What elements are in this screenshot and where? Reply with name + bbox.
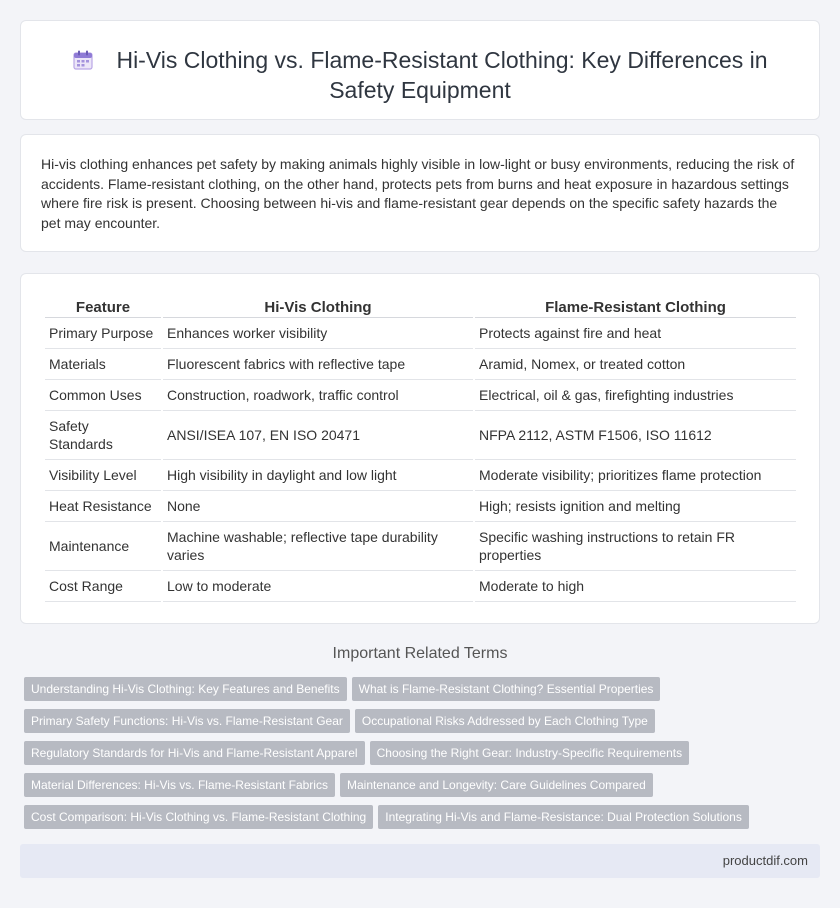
- table-cell-hi-vis: Fluorescent fabrics with reflective tape: [163, 349, 473, 380]
- tag-row: [24, 709, 824, 741]
- header-card: [20, 20, 820, 120]
- page-title: [61, 45, 779, 105]
- page-title-text: Hi-Vis Clothing vs. Flame-Resistant Clothing: Key Differences in Safety Equipment: [116, 47, 768, 103]
- tag-row: [24, 741, 824, 773]
- related-term-tag[interactable]: Understanding Hi-Vis Clothing: Key Features and Benefits: [24, 677, 347, 701]
- calendar-icon: [72, 49, 94, 71]
- table-row: [45, 349, 796, 380]
- intro-paragraph: Hi-vis clothing enhances pet safety by making animals highly visible in low-light or busy environments, reducing the risk of accidents. Flame-resistant clothing, on the other hand, protects pets from burns and heat exposure in hazardous settings where fire risk is present. Choosing between hi-vis and flame-resistant gear depends on the specific safety hazards the pet may encounter.: [41, 156, 795, 231]
- table-cell-hi-vis: High visibility in daylight and low light: [163, 460, 473, 491]
- related-term-tag[interactable]: Maintenance and Longevity: Care Guidelines Compared: [340, 773, 653, 797]
- table-cell-flame-resistant: Aramid, Nomex, or treated cotton: [475, 349, 796, 380]
- footer-site-link[interactable]: productdif.com: [722, 853, 808, 868]
- related-terms-list: [24, 677, 824, 837]
- column-header-hi-vis: Hi-Vis Clothing: [163, 296, 473, 318]
- tag-row: [24, 677, 824, 709]
- table-cell-flame-resistant: NFPA 2112, ASTM F1506, ISO 11612: [475, 411, 796, 460]
- related-term-tag[interactable]: Integrating Hi-Vis and Flame-Resistance: Dual Protection Solutions: [378, 805, 749, 829]
- table-cell-flame-resistant: High; resists ignition and melting: [475, 491, 796, 522]
- table-cell-feature: Materials: [45, 349, 161, 380]
- table-row: [45, 380, 796, 411]
- related-term-tag[interactable]: What is Flame-Resistant Clothing? Essential Properties: [352, 677, 661, 701]
- related-term-tag[interactable]: Primary Safety Functions: Hi-Vis vs. Flame-Resistant Gear: [24, 709, 350, 733]
- table-cell-flame-resistant: Specific washing instructions to retain FR properties: [475, 522, 796, 571]
- table-cell-feature: Heat Resistance: [45, 491, 161, 522]
- table-cell-flame-resistant: Moderate to high: [475, 571, 796, 602]
- table-cell-hi-vis: Low to moderate: [163, 571, 473, 602]
- table-cell-feature: Cost Range: [45, 571, 161, 602]
- table-row: [45, 522, 796, 571]
- related-term-tag[interactable]: Choosing the Right Gear: Industry-Specific Requirements: [370, 741, 689, 765]
- related-term-tag[interactable]: Regulatory Standards for Hi-Vis and Flame-Resistant Apparel: [24, 741, 365, 765]
- intro-card: [20, 134, 820, 252]
- related-term-tag[interactable]: Cost Comparison: Hi-Vis Clothing vs. Flame-Resistant Clothing: [24, 805, 373, 829]
- table-cell-hi-vis: ANSI/ISEA 107, EN ISO 20471: [163, 411, 473, 460]
- table-cell-flame-resistant: Moderate visibility; prioritizes flame protection: [475, 460, 796, 491]
- comparison-table-card: [20, 273, 820, 624]
- table-row: [45, 460, 796, 491]
- table-cell-feature: Primary Purpose: [45, 318, 161, 349]
- table-cell-hi-vis: Machine washable; reflective tape durability varies: [163, 522, 473, 571]
- table-cell-feature: Common Uses: [45, 380, 161, 411]
- comparison-table: [43, 296, 798, 602]
- tag-row: [24, 773, 824, 805]
- column-header-feature: Feature: [45, 296, 161, 318]
- table-row: [45, 571, 796, 602]
- table-cell-hi-vis: None: [163, 491, 473, 522]
- table-cell-hi-vis: Enhances worker visibility: [163, 318, 473, 349]
- table-cell-feature: Visibility Level: [45, 460, 161, 491]
- related-terms-heading: Important Related Terms: [332, 645, 508, 662]
- table-cell-feature: Safety Standards: [45, 411, 161, 460]
- column-header-flame-resistant: Flame-Resistant Clothing: [475, 296, 796, 318]
- table-cell-flame-resistant: Electrical, oil & gas, firefighting industries: [475, 380, 796, 411]
- table-row: [45, 491, 796, 522]
- table-cell-flame-resistant: Protects against fire and heat: [475, 318, 796, 349]
- footer: [20, 844, 820, 878]
- table-row: [45, 411, 796, 460]
- table-row: [45, 318, 796, 349]
- table-cell-feature: Maintenance: [45, 522, 161, 571]
- tag-row: [24, 805, 824, 837]
- title-wrap: [61, 45, 779, 105]
- related-term-tag[interactable]: Material Differences: Hi-Vis vs. Flame-Resistant Fabrics: [24, 773, 335, 797]
- table-cell-hi-vis: Construction, roadwork, traffic control: [163, 380, 473, 411]
- related-term-tag[interactable]: Occupational Risks Addressed by Each Clothing Type: [355, 709, 655, 733]
- table-header-row: [45, 296, 796, 318]
